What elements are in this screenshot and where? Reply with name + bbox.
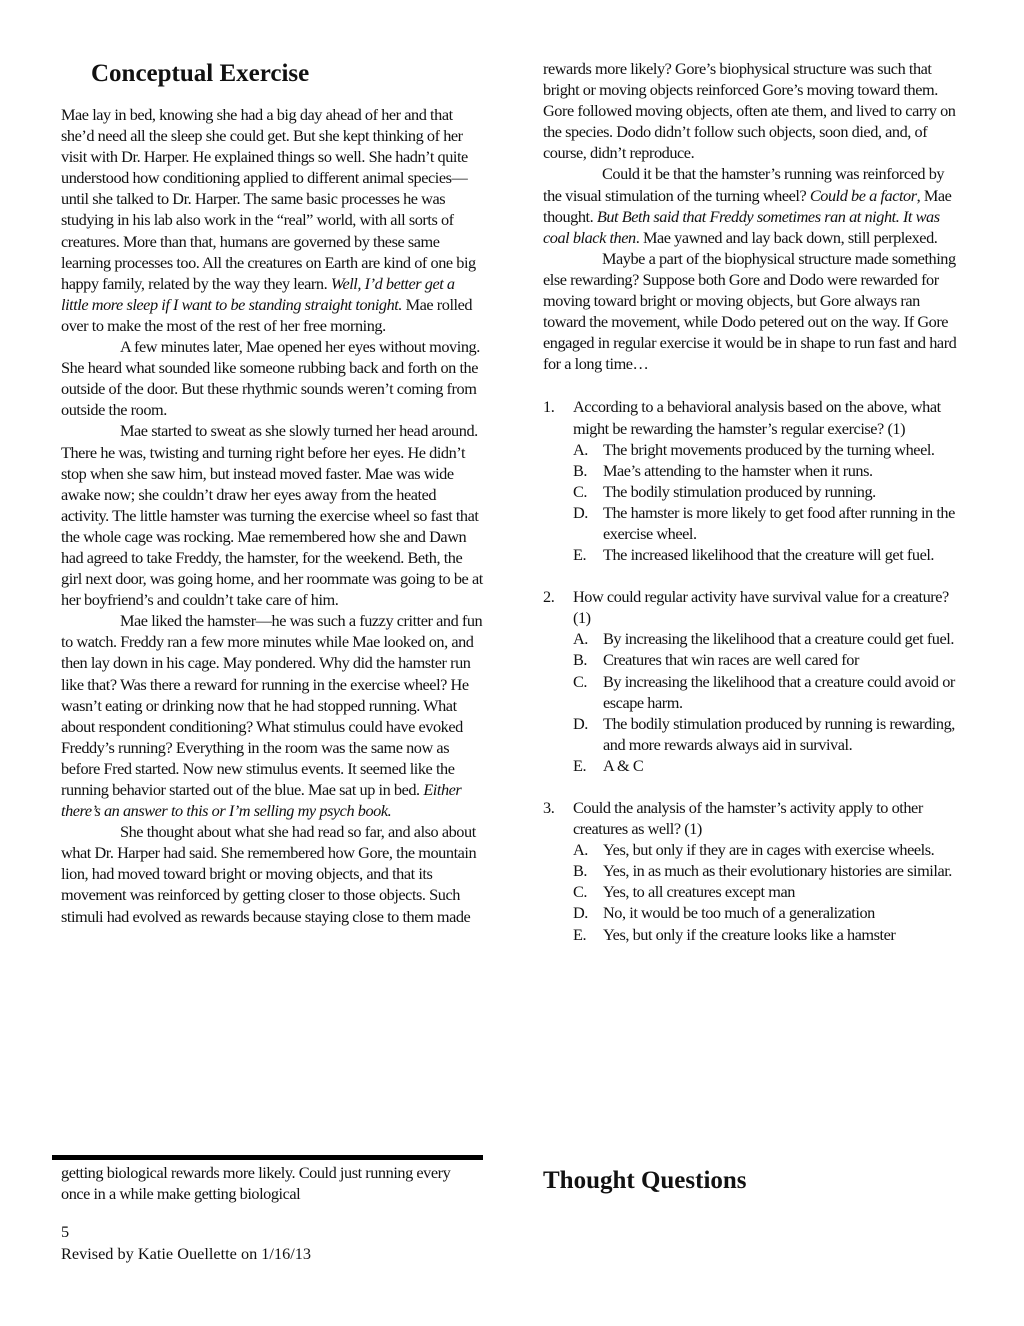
option-text: The bodily stimulation produced by running. (603, 481, 876, 501)
option-letter: C. (573, 882, 588, 902)
option-text: Yes, in as much as their evolutionary histories are similar. (603, 861, 952, 881)
right-column (543, 58, 965, 945)
option-text: The increased likelihood that the creature will get fuel. (603, 545, 935, 565)
option-letter: D. (573, 903, 588, 923)
question-item (543, 396, 965, 565)
answer-option (573, 839, 965, 860)
question-body (573, 797, 965, 945)
answer-option (573, 502, 965, 544)
story-paragraph (543, 58, 965, 163)
answer-option (573, 628, 965, 649)
option-text: No, it would be too much of a generalization (603, 903, 875, 923)
answer-option (573, 755, 965, 776)
paragraph-text: . Mae yawned and lay back down, still perplexed. (635, 227, 938, 247)
option-letter: D. (573, 713, 588, 733)
paragraph-text: Maybe a part of the biophysical structure made something else rewarding? Suppose both Gore and Dodo were rewarded for moving toward bright or moving objects, but Gore always ran toward the movement, while Dodo petered out on the way. If Gore engaged in regular exercise it would be in shape to run fast and hard for a long time… (543, 248, 957, 374)
answer-option (573, 671, 965, 713)
left-column (61, 56, 485, 927)
thought-questions-title: Thought Questions (543, 1167, 747, 1194)
question-text: Could the analysis of the hamster’s activity apply to other creatures as well? (1) (573, 798, 923, 839)
revision-note: Revised by Katie Ouellette on 1/16/13 (61, 1244, 312, 1263)
question-item (543, 797, 965, 945)
footnote-separator (52, 1155, 483, 1160)
continued-text: getting biological rewards more likely. Could just running every once in a while make getting biological (61, 1163, 451, 1203)
question-body (573, 396, 965, 565)
question-list (543, 396, 965, 944)
paragraph-text: A few minutes later, Mae opened her eyes without moving. She heard what sounded like someone rubbing back and forth on the outside of the door. But these rhythmic sounds weren’t coming from outside the room. (61, 337, 480, 420)
paragraph-italic: Either there’s an answer to this or I’m selling my psych book. (61, 780, 462, 821)
option-text: A & C (603, 755, 644, 775)
paragraph-text: Could it be that the hamster’s running was reinforced by the visual stimulation of the turning wheel? (543, 164, 945, 205)
option-text: Yes, to all creatures except man (603, 882, 795, 902)
answer-option (573, 649, 965, 670)
option-text: Creatures that win races are well cared for (603, 650, 859, 670)
answer-option (573, 924, 965, 945)
paragraph-text: Mae lay in bed, knowing she had a big day ahead of her and that she’d need all the sleep she could get. But she kept thinking of her visit with Dr. Harper. He explained things so well. She hadn’t quite understood how conditioning applied to different animal species—until she talked to Dr. Harper. The same basic processes he was studying in his lab also work in the “real” world, with all sorts of creatures. More than that, humans are governed by these same learning processes too. All the creatures on Earth are kind of one big happy family, related by the way they learn. (61, 105, 476, 293)
answer-option (573, 439, 965, 460)
option-letter: B. (573, 650, 588, 670)
paragraph-text: She thought about what she had read so far, and also about what Dr. Harper had said. She remembered how Gore, the mountain lion, had moved toward bright or moving objects, and that its movement was reinforced by getting closer to those objects. Such stimuli had evolved as rewards because staying close to them made (61, 822, 477, 926)
option-text: Yes, but only if the creature looks like a hamster (603, 924, 896, 944)
option-letter: E. (573, 545, 587, 565)
paragraph-text: , Mae thought. (543, 185, 952, 226)
page-footer (61, 1221, 311, 1265)
option-text: The hamster is more likely to get food after running in the exercise wheel. (603, 502, 955, 543)
answer-option (573, 713, 965, 755)
question-text: How could regular activity have survival value for a creature? (1) (573, 587, 949, 628)
story-paragraph (61, 336, 485, 420)
story-paragraph (543, 248, 965, 375)
story-text-left (61, 104, 485, 927)
option-text: By increasing the likelihood that a creature could avoid or escape harm. (603, 671, 955, 712)
question-number: 3. (543, 798, 555, 817)
story-text-right (543, 58, 965, 374)
paragraph-text: rewards more likely? Gore’s biophysical structure was such that bright or moving objects reinforced Gore’s moving toward them. Gore followed moving objects, often ate them, and lived to carry on the species. Dodo didn’t follow such objects, soon died, and, of course, didn’t reproduce. (543, 59, 956, 163)
question-body (573, 586, 965, 776)
paragraph-italic: Could be a factor (809, 185, 917, 205)
option-letter: E. (573, 755, 587, 775)
story-paragraph (61, 104, 485, 336)
answer-option (573, 860, 965, 881)
question-item (543, 586, 965, 776)
story-paragraph (61, 610, 485, 821)
question-text: According to a behavioral analysis based on the above, what might be rewarding the hamster’s regular exercise? (1) (573, 397, 941, 438)
answer-option (573, 544, 965, 565)
story-paragraph (543, 163, 965, 247)
story-paragraph (61, 821, 485, 926)
answer-option (573, 481, 965, 502)
story-paragraph (61, 420, 485, 610)
option-letter: D. (573, 502, 588, 522)
option-letter: C. (573, 481, 588, 501)
option-text: The bodily stimulation produced by running is rewarding, and more rewards always aid in survival. (603, 713, 955, 754)
exercise-title: Conceptual Exercise (91, 60, 310, 87)
paragraph-italic: Well, I’d better get a little more sleep if I want to be standing straight tonight. (61, 273, 455, 314)
answer-option (573, 460, 965, 481)
option-letter: A. (573, 439, 588, 459)
question-number: 1. (543, 397, 555, 417)
option-letter: C. (573, 671, 588, 691)
option-text: Yes, but only if they are in cages with exercise wheels. (603, 840, 935, 860)
question-number: 2. (543, 587, 555, 607)
option-text: The bright movements produced by the turning wheel. (603, 439, 935, 459)
option-letter: A. (573, 840, 588, 860)
option-letter: A. (573, 629, 588, 649)
paragraph-text: Mae started to sweat as she slowly turned her head around. There he was, twisting and turning right before her eyes. He didn’t stop when she saw him, but instead moved faster. Mae was wide awake now; she couldn’t draw her eyes away from the heated activity. The little hamster was turning the exercise wheel so fast that the whole cage was rocking. Mae remembered how she and Dawn had agreed to take Freddy, the hamster, for the weekend. Beth, the girl next door, was going home, and her roommate was going to be at her boyfriend’s and couldn’t take care of him. (61, 421, 483, 610)
page-number: 5 (61, 1222, 70, 1241)
option-letter: B. (573, 460, 588, 480)
answer-option (573, 902, 965, 923)
paragraph-text: Mae rolled over to make the most of the rest of her free morning. (61, 294, 473, 335)
option-text: Mae’s attending to the hamster when it runs. (603, 460, 873, 480)
answer-option (573, 881, 965, 902)
option-text: By increasing the likelihood that a creature could get fuel. (603, 629, 954, 649)
paragraph-text: Mae liked the hamster—he was such a fuzzy critter and fun to watch. Freddy ran a few more minutes while Mae looked on, and then lay down in his cage. May pondered. Why did the hamster run like that? Was there a reward for running in the exercise wheel? He wasn’t eating or drinking now that he had stopped running. What about respondent conditioning? What stimulus could have evoked Freddy’s running? Everything in the room was the same now as before Fred started. Now new stimulus events. It seemed like the running behavior started out of the blue. Mae sat up in bed. (61, 611, 483, 799)
option-letter: E. (573, 924, 587, 944)
paragraph-italic: But Beth said that Freddy sometimes ran at night. It was coal black then (543, 206, 940, 247)
option-letter: B. (573, 861, 588, 881)
